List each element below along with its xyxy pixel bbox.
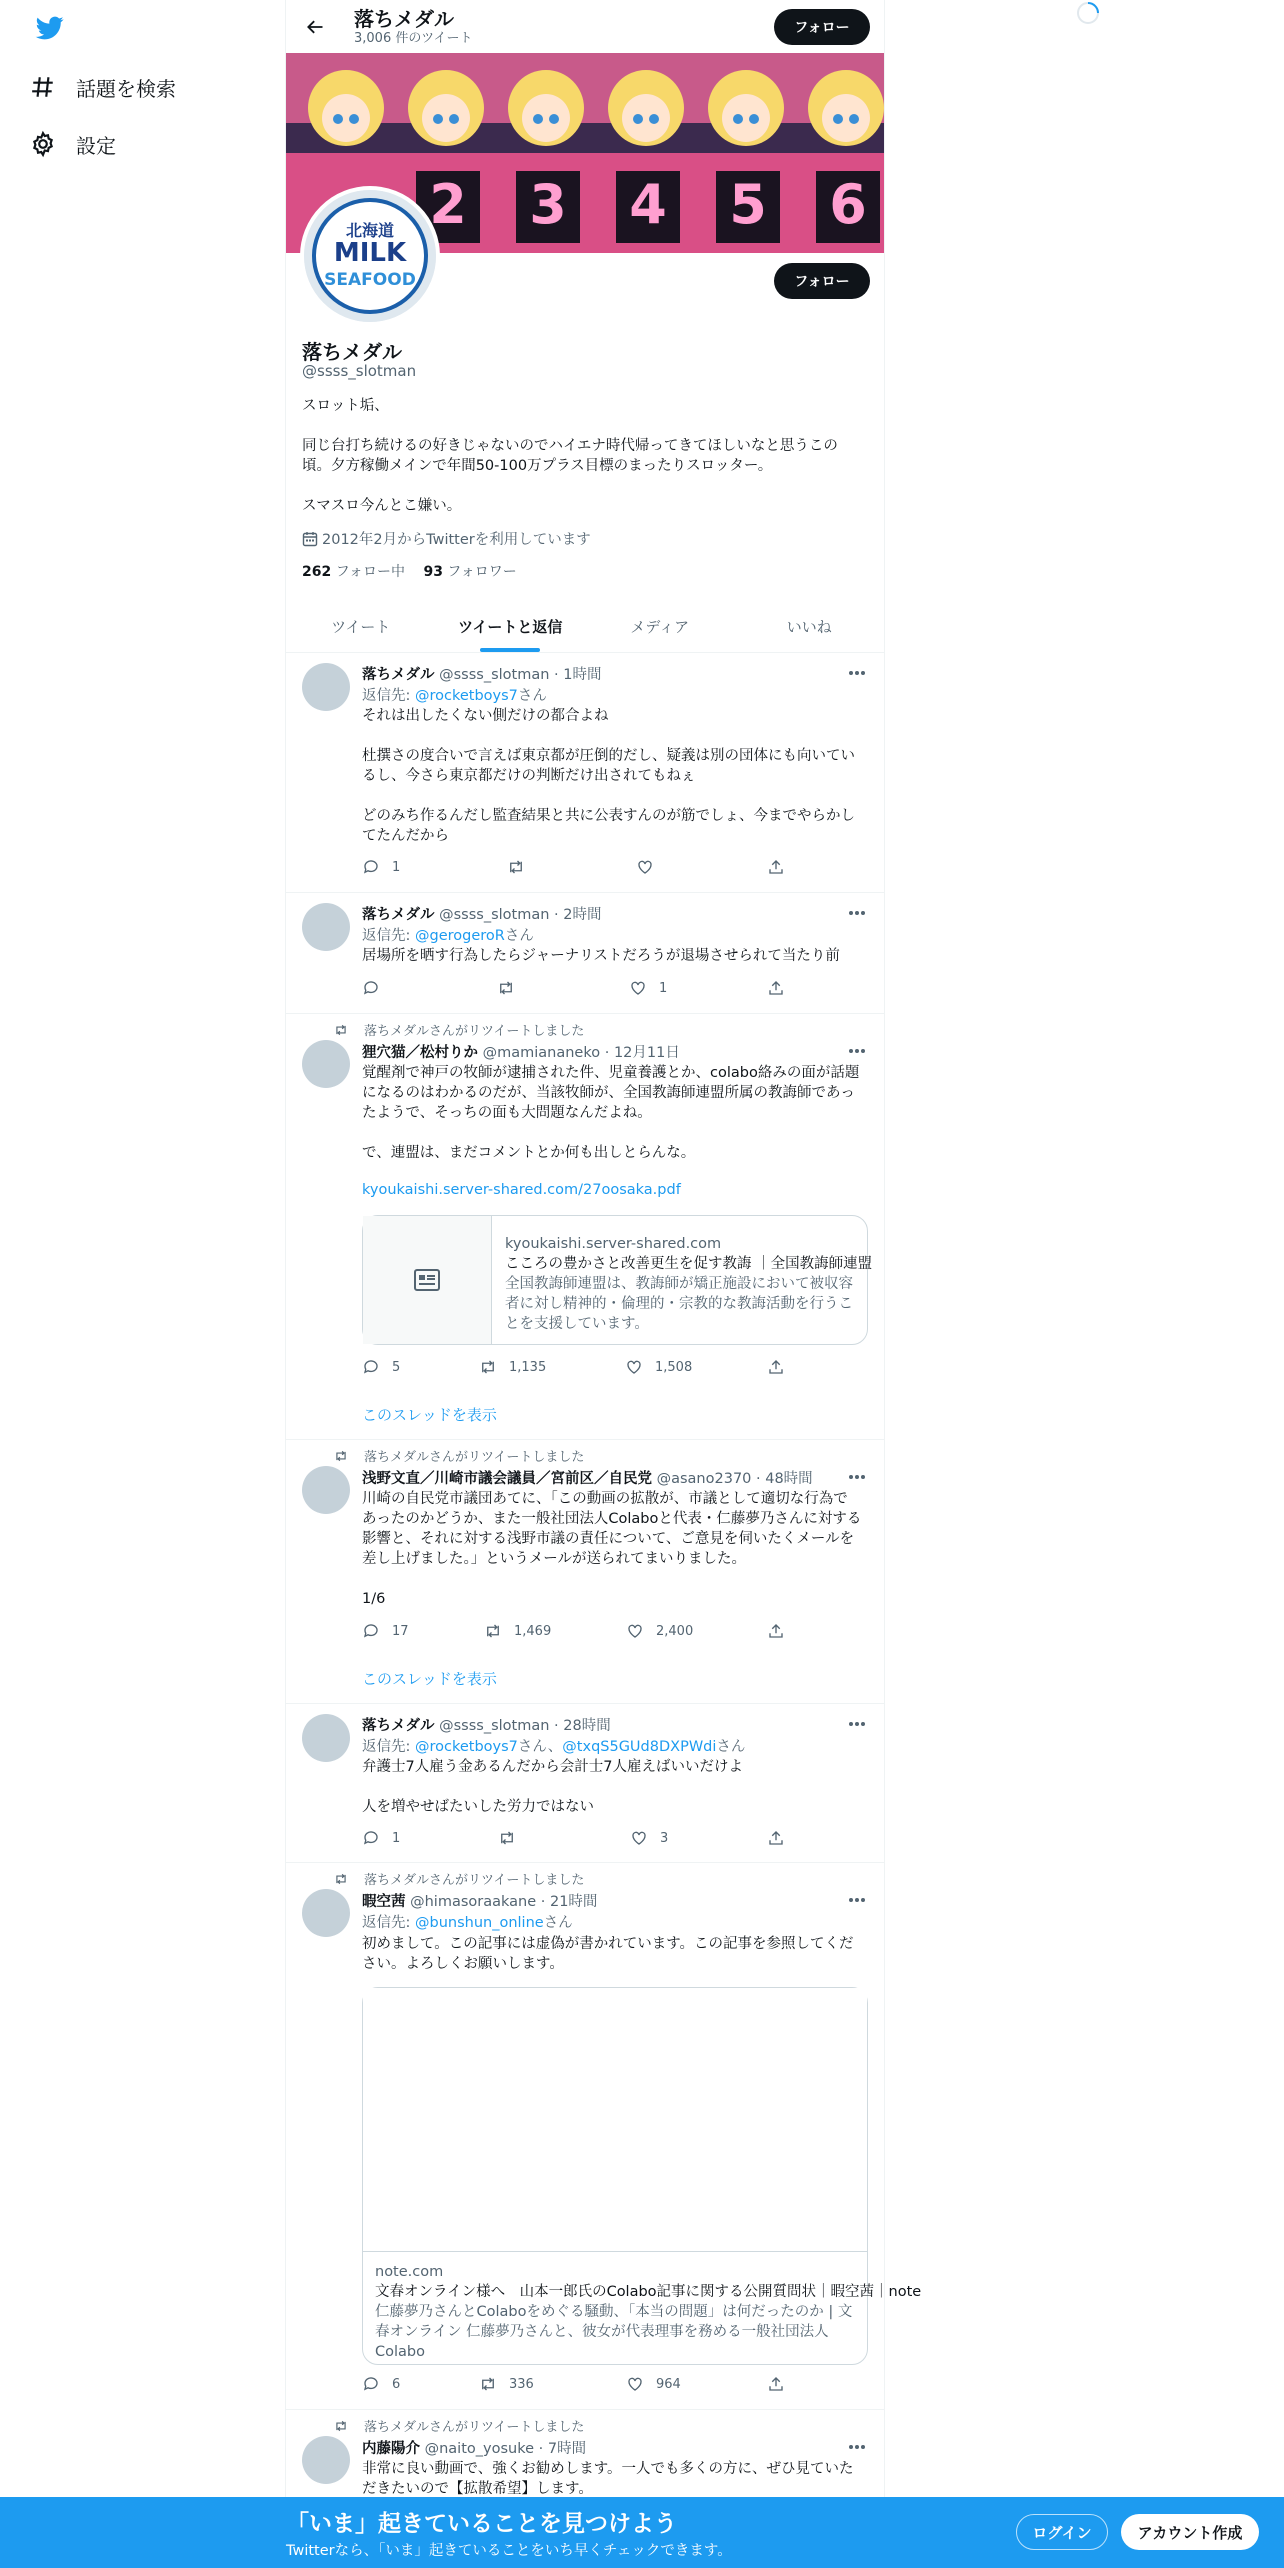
tweet-actions [362, 1829, 802, 1849]
followers-label: フォロワー [447, 564, 517, 580]
heart-icon [626, 2375, 644, 2393]
followers-link[interactable] [423, 564, 516, 580]
retweet-button[interactable] [479, 2375, 534, 2393]
nav-explore-label: 話題を検索 [76, 76, 176, 101]
like-count: 2,400 [656, 1623, 694, 1639]
profile-handle: @ssss_slotman [302, 362, 417, 380]
share-icon [767, 1358, 785, 1376]
retweet-icon [498, 1829, 516, 1847]
share-button[interactable] [767, 1358, 797, 1376]
tweet-author-handle[interactable]: @naito_yosuke [424, 2441, 535, 2457]
tweet-author-name[interactable]: 内藤陽介 [362, 2441, 420, 2457]
card-summary: 仁藤夢乃さんとColaboをめぐる騒動、「本当の問題」は何だったのか | 文春オンライン 仁藤夢乃さんと、彼女が代表理事を務める一般社団法人Colabo [375, 2304, 853, 2360]
avatar[interactable] [302, 903, 350, 951]
card-domain: note.com [375, 2264, 444, 2280]
reply-to-link[interactable]: @rocketboys7 [415, 1739, 518, 1755]
reply-to [362, 1911, 573, 1932]
tab-media[interactable]: メディア [630, 617, 690, 636]
loading-spinner-icon [1075, 0, 1101, 26]
tweet-actions [362, 858, 802, 878]
banner-digit: 5 [729, 173, 767, 236]
arrow-left-icon [305, 17, 325, 37]
profile-name: 落ちメダル [302, 340, 402, 364]
retweet-label[interactable]: 落ちメダルさんがリツイートしました [364, 2420, 585, 2435]
tweet-header: 落ちメダル @ssss_slotman · 1時間 [362, 667, 602, 683]
reply-count: 6 [392, 2376, 401, 2392]
share-icon [767, 979, 785, 997]
reply-to-link[interactable]: @gerogeroR [415, 928, 505, 944]
retweet-button[interactable] [498, 1829, 528, 1847]
retweet-label[interactable]: 落ちメダルさんがリツイートしました [364, 1450, 585, 1465]
header-tweet-count: 3,006 件のツイート [354, 30, 473, 46]
nav-settings-label: 設定 [76, 133, 116, 158]
tweet-author-name[interactable]: 暇空茜 [362, 1894, 406, 1910]
like-button[interactable] [630, 1829, 668, 1847]
reply-icon [362, 1622, 380, 1640]
banner-digit: 2 [429, 173, 467, 236]
back-button[interactable] [298, 10, 332, 44]
reply-icon [362, 858, 380, 876]
tweet[interactable] [286, 653, 884, 893]
retweet-icon [507, 858, 525, 876]
article-icon [414, 1269, 440, 1291]
profile-avatar[interactable] [300, 186, 440, 326]
more-icon[interactable] [848, 2444, 866, 2450]
tweet-time[interactable]: 28時間 [563, 1718, 611, 1734]
retweet-count: 1,469 [514, 1623, 552, 1639]
avatar[interactable] [302, 1466, 350, 1514]
heart-icon [625, 1358, 643, 1376]
profile-follow-button[interactable]: フォロー [774, 263, 870, 299]
tweet-text: 初めまして。この記事には虚偽が書かれています。この記事を参照してください。よろしくお願いします。 [362, 1936, 854, 1972]
retweet-label[interactable]: 落ちメダルさんがリツイートしました [364, 1873, 585, 1888]
retweet-icon [484, 1622, 502, 1640]
tweet-header: 落ちメダル @ssss_slotman · 2時間 [362, 907, 602, 923]
reply-prefix: 返信先: [362, 928, 415, 944]
tweet-text: 覚醒剤で神戸の牧師が逮捕された件、児童養護とか、colabo絡みの面が話題になるのはわかるのだが、当該牧師が、全国教誨師連盟所属の教誨師であったようで、そっちの面も大問題なんだよね。 で、連盟は、まだコメントとか何も出しとらんな。 [362, 1065, 860, 1161]
reply-suffix: さん [543, 1915, 573, 1931]
reply-prefix: 返信先: [362, 1915, 415, 1931]
reply-button[interactable] [362, 1622, 409, 1640]
share-button[interactable] [767, 1622, 797, 1640]
tweet-author-handle[interactable]: @himasoraakane [410, 1894, 537, 1910]
reply-suffix: さん [517, 688, 547, 704]
tweet-header: 暇空茜 @himasoraakane · 21時間 [362, 1894, 598, 1910]
tweet-author-handle[interactable]: @mamiananeko [482, 1045, 601, 1061]
show-thread-link[interactable]: このスレッドを表示 [362, 1406, 497, 1424]
more-icon[interactable] [848, 670, 866, 676]
share-button[interactable] [767, 979, 797, 997]
reply-mid: さん、 [517, 1739, 563, 1755]
tweet-author-name[interactable]: 落ちメダル [362, 1718, 435, 1734]
share-icon [767, 1829, 785, 1847]
like-count: 3 [660, 1830, 669, 1846]
tweet[interactable] [286, 1440, 884, 1704]
link-card[interactable] [362, 1987, 922, 2365]
reply-suffix: さん [716, 1739, 746, 1755]
tweet-time[interactable]: 7時間 [547, 2441, 587, 2457]
tweet[interactable] [286, 1863, 922, 2410]
reply-count: 5 [392, 1359, 401, 1375]
tweet-header: 内藤陽介 @naito_yosuke · 7時間 [362, 2441, 587, 2457]
retweet-label[interactable]: 落ちメダルさんがリツイートしました [364, 1024, 585, 1039]
tweet-time[interactable]: 21時間 [549, 1894, 598, 1910]
like-button[interactable] [626, 1622, 693, 1640]
heart-icon [630, 1829, 648, 1847]
following-count: 262 [302, 564, 332, 580]
tweet-text: 非常に良い動画で、強くお勧めします。一人でも多くの方に、ぜひ見ていただきたいので【拡散希望】します。 [362, 2461, 854, 2497]
profile-tabs [286, 600, 884, 653]
reply-count: 1 [392, 1830, 401, 1846]
following-label: フォロー中 [335, 564, 405, 580]
avatar-logo-line: SEAFOOD [324, 270, 416, 290]
share-icon [767, 858, 785, 876]
nav-settings[interactable] [30, 118, 116, 170]
card-domain: kyoukaishi.server-shared.com [505, 1236, 722, 1252]
calendar-icon [302, 531, 318, 547]
reply-button[interactable] [362, 1829, 400, 1847]
follow-stats [302, 561, 517, 581]
tweet-link[interactable]: kyoukaishi.server-shared.com/27oosaka.pdf [362, 1182, 681, 1198]
more-icon[interactable] [848, 1048, 866, 1054]
tweet-author-handle[interactable]: @ssss_slotman [439, 667, 550, 683]
tweet-actions [362, 1358, 802, 1378]
following-link[interactable] [302, 564, 405, 580]
more-icon[interactable] [848, 1897, 866, 1903]
tweet[interactable] [286, 1704, 884, 1863]
reply-icon [362, 979, 380, 997]
retweet-icon [497, 979, 515, 997]
more-icon[interactable] [848, 910, 866, 916]
retweet-button[interactable] [479, 1358, 546, 1376]
signup-banner [0, 2497, 1284, 2568]
card-title: 文春オンライン様へ 山本一郎氏のColabo記事に関する公開質問状｜暇空茜｜note [375, 2284, 922, 2300]
tweet-actions [362, 1622, 802, 1642]
tweet-author-handle[interactable]: @ssss_slotman [439, 907, 550, 923]
retweet-icon [479, 1358, 497, 1376]
reply-prefix: 返信先: [362, 1739, 415, 1755]
profile-bio: スロット垢、 同じ台打ち続けるの好きじゃないのでハイエナ時代帰ってきてほしいなと思うこの頃。夕方稼働メインで年間50-100万プラス目標のまったりスロッター。 スマスロ今んとこ嫌い。 [302, 398, 838, 514]
tweet-time[interactable]: 12月11日 [613, 1045, 680, 1061]
share-button[interactable] [767, 858, 797, 876]
avatar[interactable] [302, 2436, 350, 2484]
tweet-time[interactable]: 1時間 [563, 667, 602, 683]
joined-text: 2012年2月からTwitterを利用しています [322, 532, 591, 548]
followers-count: 93 [423, 564, 443, 580]
reply-to [362, 684, 547, 705]
header-follow-button[interactable]: フォロー [774, 9, 870, 45]
like-button[interactable] [626, 2375, 681, 2393]
reply-to [362, 1735, 745, 1756]
tweet-header: 浅野文直／川崎市議会議員／宮前区／自民党 @asano2370 · 48時間 [362, 1471, 813, 1487]
tweet-actions [362, 979, 802, 999]
tab-tweets-and-replies[interactable]: ツイートと返信 [436, 600, 586, 652]
signup-banner-subtitle: Twitterなら、「いま」起きていることをいち早くチェックできます。 [286, 2543, 732, 2559]
reply-button[interactable] [362, 979, 392, 997]
retweet-icon [334, 2419, 348, 2433]
avatar[interactable] [302, 1889, 350, 1937]
heart-icon [636, 858, 654, 876]
tweet-text: 川崎の自民党市議団あてに、「この動画の拡散が、市議として適切な行為であったのかどうか、また一般社団法人Colaboと代表・仁藤夢乃さんに対する影響と、それに対する浅野市議の責任について、ご意見を伺いたくメールを差し上げました。」というメールが送られてまいりました。 1/6 [362, 1491, 862, 1607]
retweet-button[interactable] [484, 1622, 551, 1640]
profile-header-bar [286, 0, 884, 53]
hashtag-icon [30, 74, 56, 100]
card-summary: 全国教誨師連盟は、教誨師が矯正施設において被収容者に対し精神的・倫理的・宗教的な教誨活動を行うことを支援しています。 [505, 1276, 853, 1332]
reply-suffix: さん [504, 928, 534, 944]
tweet-header: 狸穴猫／松村りか @mamiananeko · 12月11日 [362, 1045, 680, 1061]
share-icon [767, 1622, 785, 1640]
avatar[interactable] [302, 1714, 350, 1762]
avatar-logo-line: 北海道 [345, 221, 394, 240]
reply-count: 17 [392, 1623, 409, 1639]
card-title: こころの豊かさと改善更生を促す教誨 ｜全国教誨師連盟 [505, 1256, 873, 1272]
twitter-logo-icon[interactable] [34, 14, 66, 42]
tweet-text: 弁護士7人雇う金あるんだから会計士7人雇えばいいだけよ 人を増やせばたいした労力ではない [362, 1759, 743, 1815]
tweet-author-name[interactable]: 落ちメダル [362, 907, 435, 923]
reply-prefix: 返信先: [362, 688, 415, 704]
tweet[interactable] [286, 1014, 884, 1440]
heart-icon [629, 979, 647, 997]
banner-digit: 6 [829, 173, 867, 236]
tweet-author-name[interactable]: 落ちメダル [362, 667, 435, 683]
tweet-author-handle[interactable]: @asano2370 [656, 1471, 752, 1487]
reply-icon [362, 1358, 380, 1376]
tab-tweets[interactable]: ツイート [331, 617, 391, 636]
retweet-count: 1,135 [509, 1359, 547, 1375]
tweet-text: それは出したくない側だけの都合よね 杜撰さの度合いで言えば東京都が圧倒的だし、疑義は別の団体にも向いているし、今さら東京都だけの判断だけ出されてもねぇ どのみち作るんだし監査結果と共に公表すんのが筋でしょ、今までやらかしてたんだから [362, 708, 855, 844]
retweet-icon [334, 1023, 348, 1037]
like-count: 1,508 [655, 1359, 693, 1375]
gear-icon [30, 131, 56, 157]
reply-to-link[interactable]: @txqS5GUd8DXPWdi [562, 1739, 717, 1755]
heart-icon [626, 1622, 644, 1640]
reply-button[interactable] [362, 2375, 400, 2393]
retweet-icon [334, 1449, 348, 1463]
reply-count: 1 [392, 859, 401, 875]
share-button[interactable] [767, 1829, 797, 1847]
signup-banner-title: 「いま」起きていることを見つけよう [286, 2511, 677, 2537]
retweet-count: 336 [509, 2376, 534, 2392]
nav-explore[interactable] [30, 61, 176, 113]
tweet[interactable] [286, 893, 884, 1014]
banner-digit: 4 [629, 173, 667, 236]
header-name: 落ちメダル [354, 6, 454, 31]
signup-button[interactable]: アカウント作成 [1121, 2514, 1259, 2550]
reply-to [362, 924, 534, 945]
show-thread-link[interactable]: このスレッドを表示 [362, 1670, 497, 1688]
more-icon[interactable] [848, 1474, 866, 1480]
tweet-time[interactable]: 2時間 [563, 907, 602, 923]
tweet-text: 居場所を晒す行為したらジャーナリストだろうが退場させられて当たり前 [362, 948, 840, 964]
retweet-button[interactable] [497, 979, 527, 997]
avatar-logo-line: MILK [333, 238, 407, 268]
like-button[interactable] [629, 979, 667, 997]
retweet-icon [334, 1872, 348, 1886]
retweet-indicator [334, 1020, 584, 1039]
reply-button[interactable] [362, 858, 400, 876]
tweet-author-name[interactable]: 浅野文直／川崎市議会議員／宮前区／自民党 [362, 1471, 652, 1487]
card-image [363, 1988, 867, 2252]
avatar[interactable] [302, 1040, 350, 1088]
reply-icon [362, 1829, 380, 1847]
more-icon[interactable] [848, 1721, 866, 1727]
like-count: 964 [656, 2376, 681, 2392]
tweet-actions [362, 2375, 802, 2395]
retweet-icon [479, 2375, 497, 2393]
share-button[interactable] [767, 2375, 797, 2393]
main-column [285, 0, 922, 2568]
retweet-indicator [334, 2416, 584, 2435]
card-thumbnail [363, 1216, 492, 1344]
retweet-button[interactable] [507, 858, 537, 876]
like-button[interactable] [636, 858, 666, 876]
avatar[interactable] [302, 663, 350, 711]
banner-digit: 3 [529, 173, 567, 236]
profile-joined [302, 528, 591, 549]
tweet-author-handle[interactable]: @ssss_slotman [439, 1718, 550, 1734]
tweet-time[interactable]: 48時間 [765, 1471, 813, 1487]
reply-icon [362, 2375, 380, 2393]
tweet-author-name[interactable]: 狸穴猫／松村りか [362, 1045, 478, 1061]
like-count: 1 [659, 980, 668, 996]
retweet-indicator [334, 1869, 584, 1888]
retweet-indicator [334, 1446, 584, 1465]
share-icon [767, 2375, 785, 2393]
reply-button[interactable] [362, 1358, 400, 1376]
like-button[interactable] [625, 1358, 692, 1376]
link-card[interactable] [362, 1215, 873, 1345]
reply-to-link[interactable]: @bunshun_online [415, 1915, 544, 1931]
reply-to-link[interactable]: @rocketboys7 [415, 688, 518, 704]
login-button[interactable]: ログイン [1016, 2514, 1108, 2550]
tab-likes[interactable]: いいね [786, 617, 832, 636]
tweet-header: 落ちメダル @ssss_slotman · 28時間 [362, 1718, 611, 1734]
